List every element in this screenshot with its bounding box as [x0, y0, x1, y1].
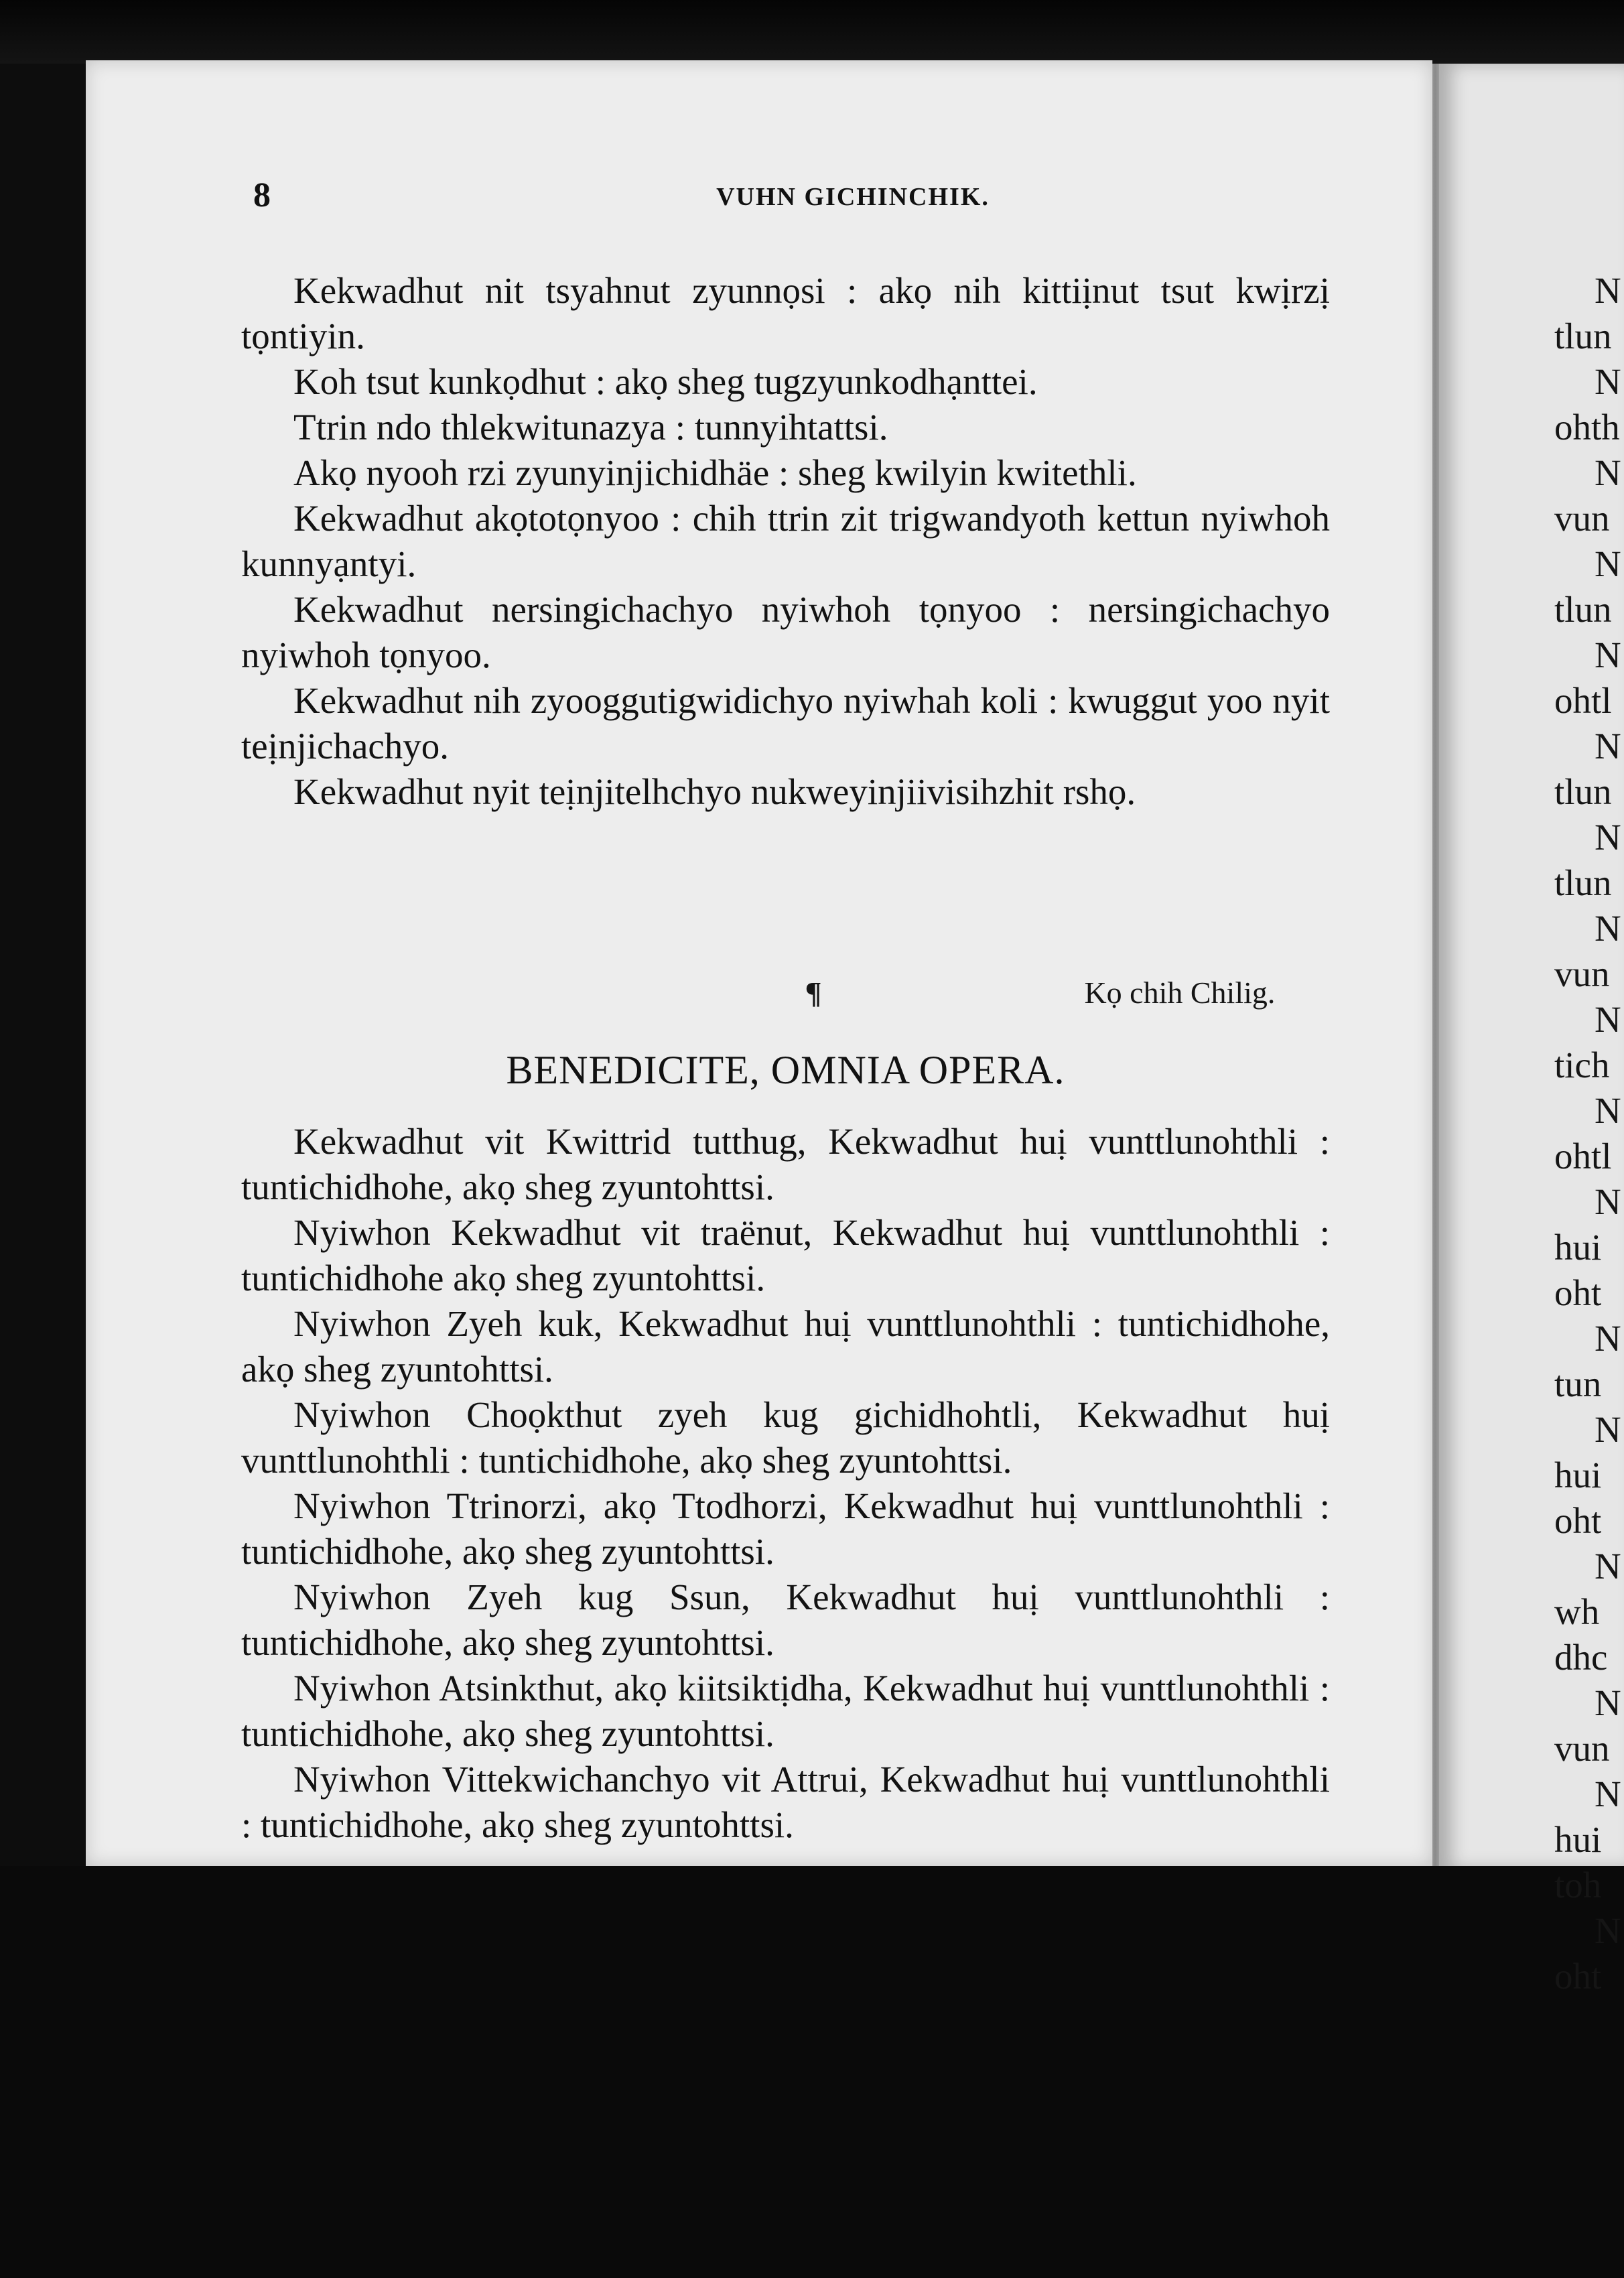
facing-page-fragment: tlun: [1554, 862, 1612, 903]
verse: Nyiwhon Atsinkthut, akọ kiitsiktịdha, Kekwadhut huị vunttlunohthli : tuntichidhohe, akọ sheg zyuntohttsi.: [241, 1668, 1330, 1754]
section-prayer-text: [241, 268, 1330, 815]
facing-page-text: [1554, 268, 1624, 1999]
facing-page-fragment: N: [1595, 726, 1621, 766]
facing-page-fragment: N: [1595, 1682, 1621, 1723]
facing-page-fragment: N: [1595, 1546, 1621, 1587]
facing-page-fragment: oht: [1554, 1272, 1602, 1313]
verse: Kekwadhut vit Kwittrid tutthug, Kekwadhut huị vunttlunohthli : tuntichidhohe, akọ sheg zyuntohttsi.: [241, 1121, 1330, 1207]
verse: Nyiwhon Kekwadhut vit traënut, Kekwadhut huị vunttlunohthli : tuntichidhohe akọ sheg zyuntohttsi.: [241, 1212, 1330, 1298]
facing-page-fragment: wh: [1554, 1591, 1600, 1632]
facing-page-fragment: N: [1595, 1181, 1621, 1222]
verse: Nyiwhon Ttrinorzi, akọ Ttodhorzi, Kekwadhut huị vunttlunohthli : tuntichidhohe, akọ sheg zyuntohttsi.: [241, 1485, 1330, 1572]
facing-page-fragment: N: [1595, 1910, 1621, 1951]
verse: Nyiwhon Zyeh kug Ssun, Kekwadhut huị vunttlunohthli : tuntichidhohe, akọ sheg zyuntohttsi.: [241, 1577, 1330, 1663]
facing-page-fragment: tun: [1554, 1363, 1602, 1404]
paragraph: Kekwadhut nih zyooggutigwidichyo nyiwhah koli : kwuggut yoo nyit teịnjichachyo.: [241, 680, 1330, 766]
facing-page-fragment: tlun: [1554, 771, 1612, 812]
facing-page-fragment: toh: [1554, 1865, 1602, 1905]
canticle-text: [241, 1119, 1330, 1848]
verse: Nyiwhon Vittekwichanchyo vit Attrui, Kekwadhut huị vunttlunohthli : tuntichidhohe, akọ sheg zyuntohttsi.: [241, 1759, 1330, 1845]
rubric: [241, 975, 1330, 1022]
rubric-text: Kọ chih Chilig.: [1084, 976, 1276, 1010]
paragraph: Akọ nyooh rzi zyunyinjichidhäe : sheg kwilyin kwitethli.: [293, 452, 1137, 493]
facing-page-fragment: N: [1595, 361, 1621, 402]
paragraph: Kekwadhut nersingichachyo nyiwhoh tọnyoo : nersingichachyo nyiwhoh tọnyoo.: [241, 589, 1330, 675]
verse: Nyiwhon Choọkthut zyeh kug gichidhohtli, Kekwadhut huị vunttlunohthli : tuntichidhohe, akọ sheg zyuntohttsi.: [241, 1394, 1330, 1481]
facing-page-fragment: hui: [1554, 1227, 1602, 1268]
facing-page-fragment: oht: [1554, 1500, 1602, 1541]
facing-page-fragment: N: [1595, 999, 1621, 1040]
facing-page-fragment: vun: [1554, 498, 1610, 539]
canticle-title: BENEDICITE, OMNIA OPERA.: [506, 1048, 1065, 1092]
facing-page-fragment: hui: [1554, 1819, 1602, 1860]
paragraph: Kekwadhut nyit teịnjitelhchyo nukweyinjiivisihzhit rshọ.: [293, 771, 1136, 812]
paragraph: Kekwadhut akọtotọnyoo : chih ttrin zit trigwandyoth kettun nyiwhoh kunnyạntyi.: [241, 498, 1330, 584]
facing-page-fragment: dhc: [1554, 1637, 1608, 1678]
facing-page-fragment: vun: [1554, 1728, 1610, 1769]
facing-page-fragment: N: [1595, 543, 1621, 584]
facing-page-fragment: tlun: [1554, 589, 1612, 630]
facing-page-fragment: N: [1595, 1090, 1621, 1131]
facing-page-fragment: ohtl: [1554, 680, 1612, 721]
facing-page-fragment: vun: [1554, 953, 1610, 994]
facing-page-fragment: N: [1595, 1409, 1621, 1450]
facing-page-fragment: ohtl: [1554, 1136, 1612, 1177]
facing-page-fragment: N: [1595, 1318, 1621, 1359]
paragraph: Koh tsut kunkọdhut : akọ sheg tugzyunkodhạnttei.: [293, 361, 1038, 402]
scan-background: [0, 1866, 1624, 2278]
page-header: [253, 176, 1352, 222]
facing-page-fragment: tlun: [1554, 316, 1612, 356]
verse: Nyiwhon Zyeh kuk, Kekwadhut huị vunttlunohthli : tuntichidhohe, akọ sheg zyuntohttsi.: [241, 1303, 1330, 1390]
facing-page-fragment: ohth: [1554, 407, 1620, 448]
page-number: 8: [253, 176, 271, 214]
paragraph: Kekwadhut nit tsyahnut zyunnọsi : akọ nih kittiịnut tsut kwịrzị tọntiyin.: [241, 270, 1330, 356]
facing-page-fragment: oht: [1554, 1956, 1602, 1997]
pilcrow-icon: ¶: [805, 976, 822, 1010]
scan-border: [0, 0, 1624, 64]
paragraph: Ttrin ndo thlekwitunazya : tunnyihtattsi.: [293, 407, 888, 448]
facing-page-fragment: N: [1595, 270, 1621, 311]
facing-page-fragment: tich: [1554, 1045, 1610, 1085]
facing-page-fragment: N: [1595, 452, 1621, 493]
running-head: VUHN GICHINCHIK.: [716, 183, 990, 211]
facing-page-fragment: N: [1595, 1773, 1621, 1814]
facing-page-fragment: N: [1595, 634, 1621, 675]
facing-page-fragment: hui: [1554, 1455, 1602, 1495]
facing-page-fragment: N: [1595, 817, 1621, 858]
facing-page-fragment: N: [1595, 908, 1621, 949]
